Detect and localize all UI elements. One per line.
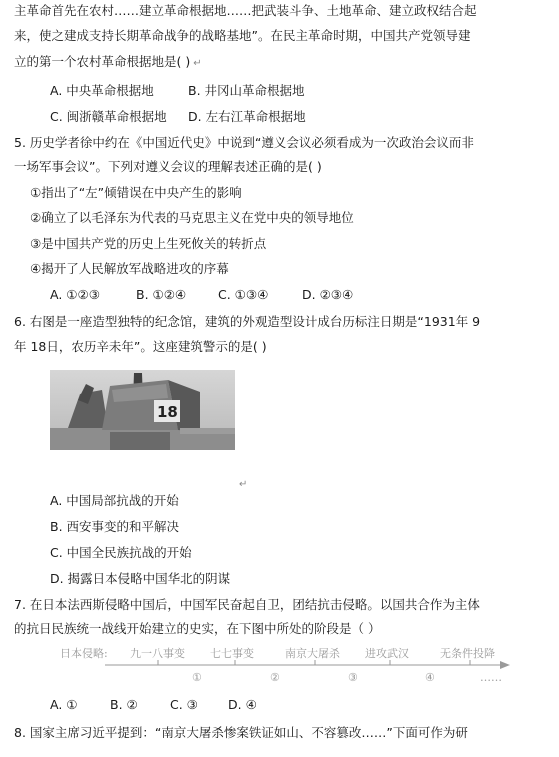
- q4-stem-line-1: 主革命首先在农村……建立革命根据地……把武装斗争、土地革命、建立政权结合起: [14, 3, 477, 18]
- q4-stem-line-2: 来，使之建成支持长期革命战争的战略基地”。在民主革命时期，中国共产党领导建: [14, 28, 471, 43]
- q4-option-d: D. 左右江革命根据地: [188, 109, 306, 124]
- calendar-date-label: 18: [157, 403, 178, 421]
- q5-option-d: D. ②③④: [302, 287, 354, 302]
- timeline-label-77: 七七事变: [210, 647, 254, 660]
- q6-option-a: A. 中国局部抗战的开始: [50, 493, 179, 508]
- q6-stem-line-2: 年 18日，农历辛未年”。这座建筑警示的是( ): [14, 339, 267, 354]
- timeline-stage-3: ③: [348, 671, 358, 684]
- q5-option-b: B. ①②④: [136, 287, 187, 302]
- timeline-label-918: 九一八事变: [130, 647, 185, 660]
- q7-option-d: D. ④: [228, 697, 257, 712]
- q4-option-a: A. 中央革命根据地: [50, 83, 154, 98]
- q5-stem-line-2: 一场军事会议”。下列对遵义会议的理解表述正确的是( ): [14, 159, 322, 174]
- timeline-arrow-icon: [500, 661, 510, 669]
- q5-stem-line-1: 5. 历史学者徐中约在《中国近代史》中说到“遵义会议必须看成为一次政治会议而非: [14, 135, 474, 150]
- timeline-label-surrender: 无条件投降: [440, 647, 495, 660]
- photo-paragraph-mark: ↵: [239, 479, 248, 490]
- q6-option-b: B. 西安事变的和平解决: [50, 519, 180, 534]
- q5-statement-4: ④揭开了人民解放军战略进攻的序幕: [30, 261, 229, 276]
- q6-option-d: D. 揭露日本侵略中国华北的阴谋: [50, 571, 231, 586]
- q5-option-a: A. ①②③: [50, 287, 100, 302]
- timeline-stage-ellipsis: ……: [480, 671, 502, 684]
- q5-option-c: C. ①③④: [218, 287, 269, 302]
- q6-option-c: C. 中国全民族抗战的开始: [50, 545, 192, 560]
- q8-stem-line-1: 8. 国家主席习近平提到：“南京大屠杀惨案铁证如山、不容篡改……”下面可作为研: [14, 725, 468, 740]
- memorial-photo: [50, 370, 235, 450]
- war-timeline: [60, 645, 520, 687]
- q7-option-c: C. ③: [170, 697, 198, 712]
- q5-statement-1: ①指出了“左”倾错误在中央产生的影响: [30, 185, 242, 200]
- timeline-stage-4: ④: [425, 671, 435, 684]
- q7-option-a: A. ①: [50, 697, 78, 712]
- q4-stem-line-3: 立的第一个农村革命根据地是( ) ↵: [14, 54, 202, 69]
- timeline-label-wuhan: 进攻武汉: [365, 647, 409, 660]
- paragraph-mark: ↵: [193, 58, 202, 69]
- timeline-stage-2: ②: [270, 671, 280, 684]
- q4-option-c: C. 闽浙赣革命根据地: [50, 109, 167, 124]
- q4-option-b: B. 井冈山革命根据地: [188, 83, 305, 98]
- q6-stem-line-1: 6. 右图是一座造型独特的纪念馆，建筑的外观造型设计成台历标注日期是“1931年 9: [14, 314, 481, 329]
- q5-statement-2: ②确立了以毛泽东为代表的马克思主义在党中央的领导地位: [30, 210, 354, 225]
- timeline-label-prefix: 日本侵略:: [60, 647, 108, 660]
- q7-option-b: B. ②: [110, 697, 138, 712]
- q7-stem-line-2: 的抗日民族统一战线开始建立的史实，在下图中所处的阶段是（ ）: [14, 621, 381, 636]
- timeline-label-nanjing: 南京大屠杀: [285, 647, 340, 660]
- timeline-stage-1: ①: [192, 671, 202, 684]
- q5-statement-3: ③是中国共产党的历史上生死攸关的转折点: [30, 236, 267, 251]
- q7-stem-line-1: 7. 在日本法西斯侵略中国后，中国军民奋起自卫，团结抗击侵略。以国共合作为主体: [14, 597, 480, 612]
